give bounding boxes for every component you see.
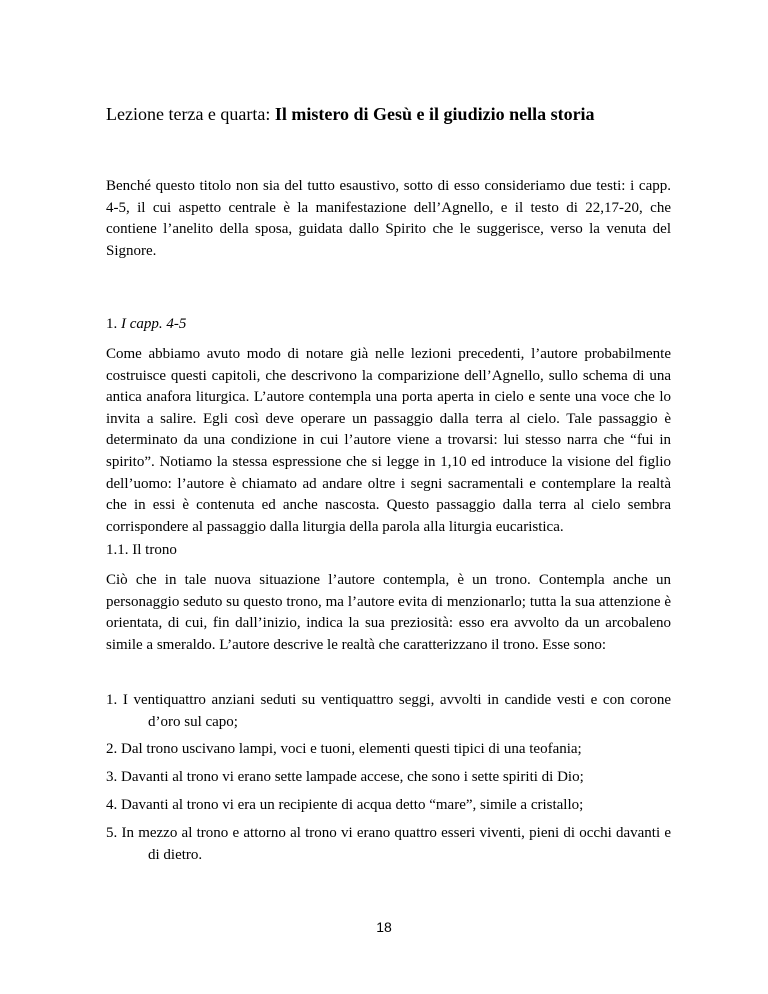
section-1-number: 1. xyxy=(106,316,121,332)
list-item: 2. Dal trono uscivano lampi, voci e tuoni, elementi questi tipici di una teofania; xyxy=(106,741,582,757)
list-item: 3. Davanti al trono vi erano sette lampade accese, che sono i sette spiriti di Dio; xyxy=(106,769,584,785)
title-bold: Il mistero di Gesù e il giudizio nella storia xyxy=(274,104,595,124)
list-item: 5. In mezzo al trono e attorno al trono vi erano quattro esseri viventi, pieni di occhi davanti e di dietro. xyxy=(106,825,671,863)
page-number: 18 xyxy=(376,919,392,935)
section-1-heading xyxy=(106,314,186,334)
section-1-title: I capp. 4-5 xyxy=(121,316,187,332)
section-1-1-heading: 1.1. Il trono xyxy=(106,542,177,558)
intro-paragraph: Benché questo titolo non sia del tutto esaustivo, sotto di esso consideriamo due testi: i capp. 4-5, il cui aspetto centrale è la manifestazione dell’Agnello, e il testo di 22,17-20, che contiene l’anelito della sposa, guidata dallo Spirito che le suggerisce, verso la venuta del Signore. xyxy=(106,178,671,259)
list-item: 1. I ventiquattro anziani seduti su ventiquattro seggi, avvolti in candide vesti e con corone d’oro sul capo; xyxy=(106,692,671,730)
lesson-title xyxy=(106,102,686,126)
title-prefix: Lezione terza e quarta: xyxy=(106,104,275,124)
section-1-paragraph: Come abbiamo avuto modo di notare già nelle lezioni precedenti, l’autore probabilmente costruisce questi capitoli, che descrivono la comparizione dell’Agnello, sullo schema di una antica anafora liturgica. L’autore contempla una porta aperta in cielo e sente una voce che lo invita a salire. Egli così deve operare un passaggio dalla terra al cielo. Tale passaggio è determinato da una condizione in cui l’autore viene a trovarsi: lui stesso narra che “fui in spirito”. Notiamo la stessa espressione che si legge in 1,10 ed introduce la visione del figlio dell’uomo: l’autore è chiamato ad andare oltre i segni sacramentali e contemplare la realtà che in essi è contenuta ed anche nascosta. Questo passaggio dalla terra al cielo sembra corrispondere al passaggio dalla liturgia della parola alla liturgia eucaristica. xyxy=(106,346,671,535)
list-item: 4. Davanti al trono vi era un recipiente di acqua detto “mare”, simile a cristallo; xyxy=(106,797,584,813)
section-1-1-paragraph: Ciò che in tale nuova situazione l’autore contempla, è un trono. Contempla anche un personaggio seduto su questo trono, ma l’autore evita di menzionarlo; tutta la sua attenzione è orientata, di cui, fin dall’inizio, indica la sua preziosità: esso era avvolto da un arcobaleno simile a smeraldo. L’autore descrive le realtà che caratterizzano il trono. Esse sono: xyxy=(106,572,671,653)
